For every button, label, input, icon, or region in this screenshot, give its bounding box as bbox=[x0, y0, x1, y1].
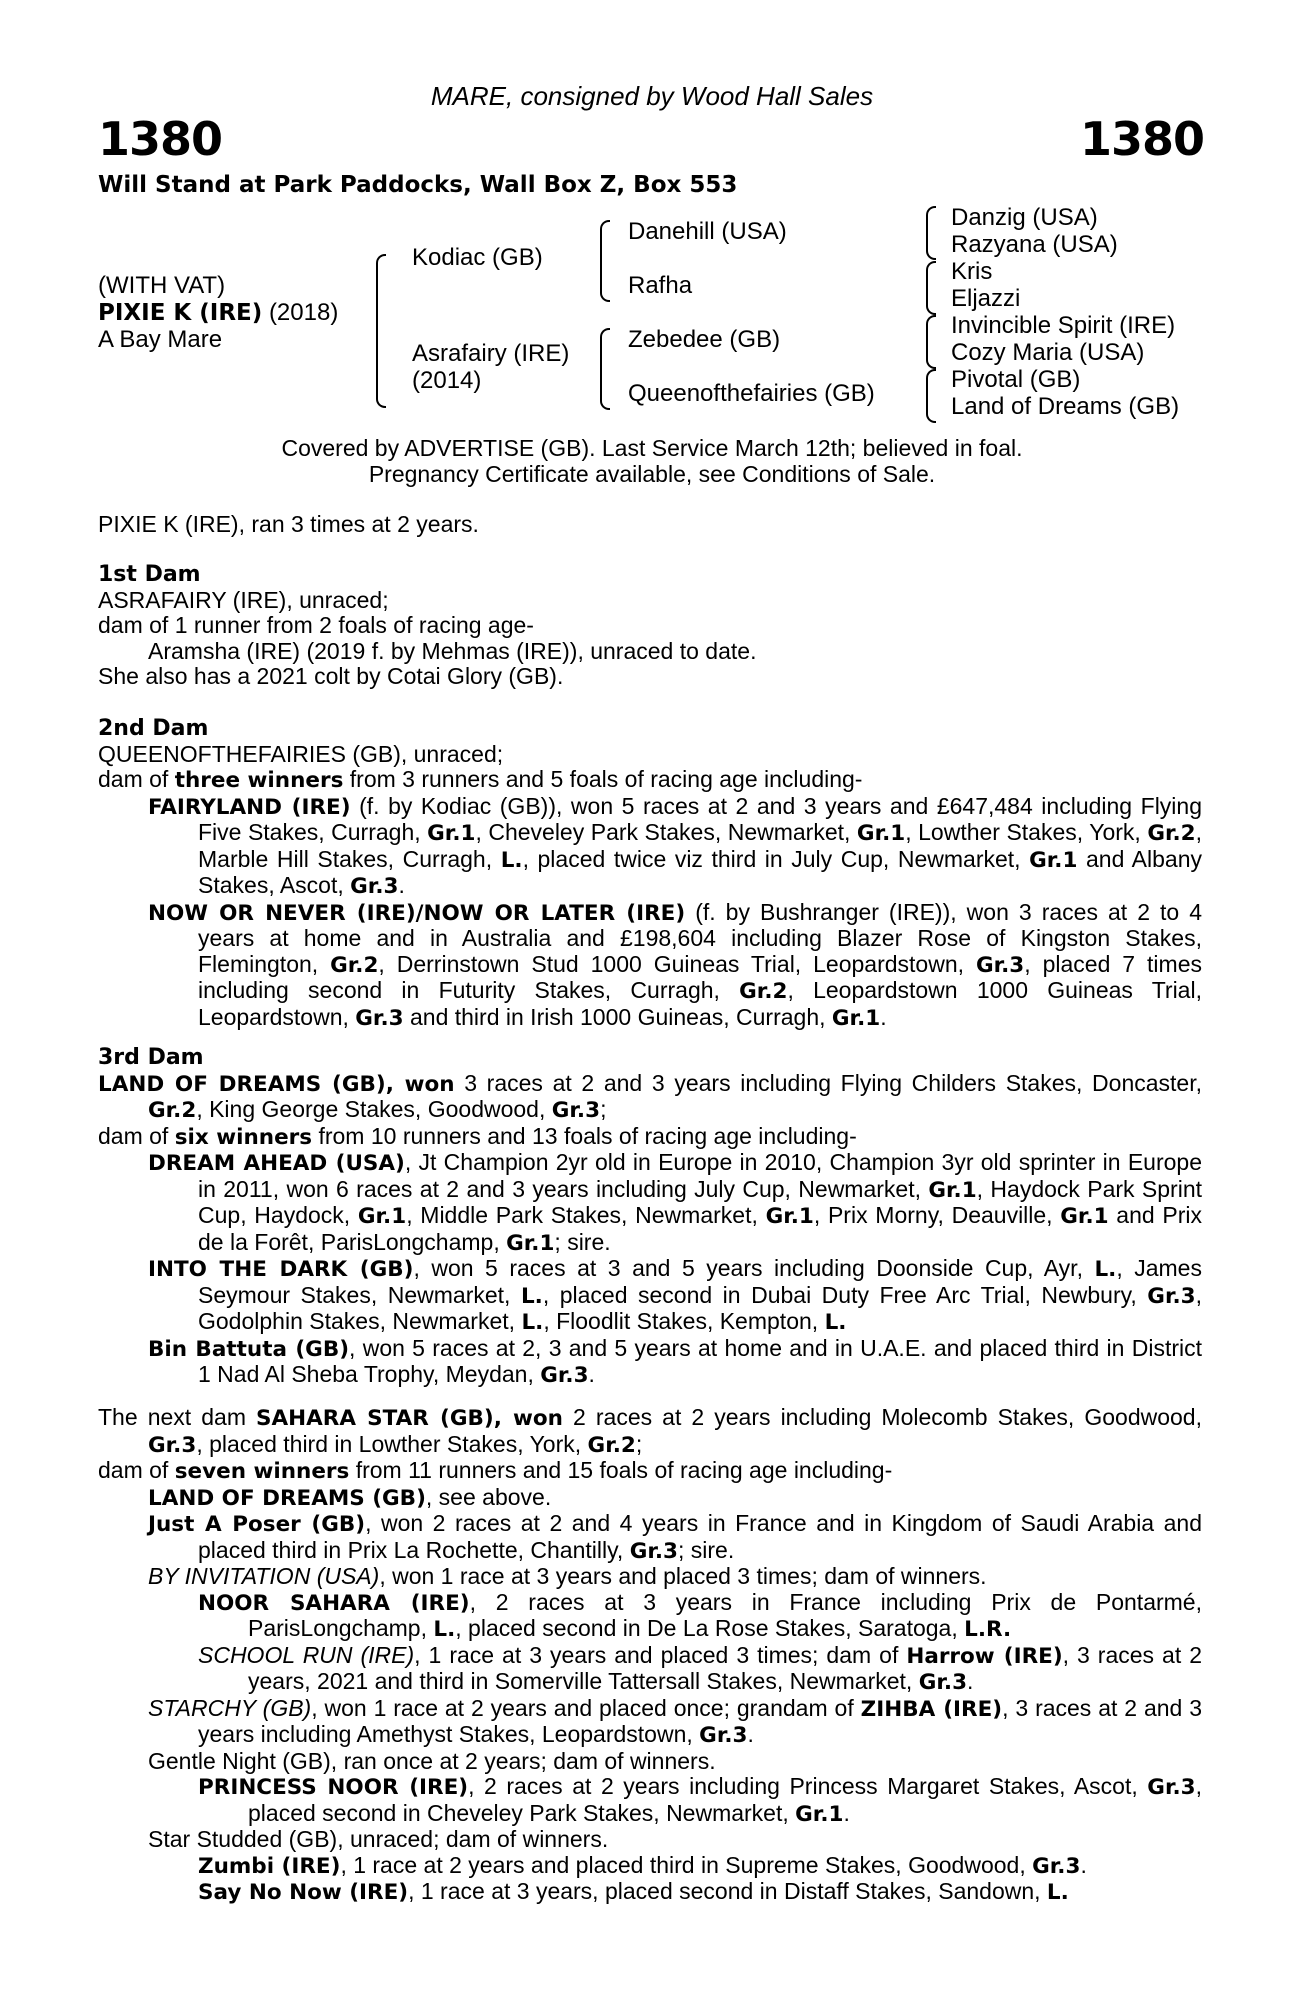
lot-number-left: 1380 bbox=[98, 112, 223, 166]
horse-name: DREAM AHEAD (USA) bbox=[148, 1151, 405, 1176]
horse-name: PRINCESS NOOR (IRE) bbox=[198, 1775, 469, 1800]
text: , Marble Hill Stakes, Curragh, bbox=[198, 819, 1203, 872]
text: ; bbox=[600, 1096, 607, 1122]
horse-description: A Bay Mare bbox=[98, 326, 223, 353]
winners-count: six winners bbox=[174, 1124, 313, 1150]
grade: Gr.1 bbox=[831, 1005, 881, 1031]
horse-name: STARCHY (GB) bbox=[148, 1694, 312, 1721]
consignment-line: MARE, consigned by Wood Hall Sales bbox=[430, 81, 874, 111]
dam-produce-line bbox=[98, 767, 1202, 794]
text: , Leopardstown 1000 Guineas Trial, Leopardstown, bbox=[198, 977, 1202, 1030]
grade: Gr.2 bbox=[330, 952, 379, 978]
grade: Gr.3 bbox=[699, 1723, 748, 1748]
grade: Gr.2 bbox=[148, 1098, 197, 1123]
grade: L.R. bbox=[964, 1617, 1012, 1642]
sire-dam: Rafha bbox=[628, 272, 693, 299]
produce-entry-dream-ahead bbox=[98, 1150, 1202, 1256]
grand-1: Danzig (USA) bbox=[951, 204, 1098, 231]
brace-g4 bbox=[926, 369, 936, 423]
text: , James Seymour Stakes, Newmarket, bbox=[198, 1255, 1202, 1308]
brace-g2 bbox=[926, 261, 936, 315]
grade: L. bbox=[433, 1617, 456, 1642]
dam-year: (2014) bbox=[412, 367, 482, 394]
horse-name: INTO THE DARK (GB) bbox=[148, 1257, 414, 1282]
produce-entry-by-invitation bbox=[98, 1564, 1202, 1590]
brace-sire-dam bbox=[376, 254, 386, 408]
text: . bbox=[398, 872, 405, 898]
horse-name-line bbox=[98, 299, 338, 327]
grade: Gr.3 bbox=[540, 1363, 589, 1388]
grade: Gr.1 bbox=[506, 1230, 555, 1256]
text: , 1 race at 3 years, placed second in Distaff Stakes, Sandown, bbox=[408, 1878, 1047, 1904]
text: , Lowther Stakes, York, bbox=[905, 819, 1148, 845]
pregnancy-line: Pregnancy Certificate available, see Conditions of Sale. bbox=[368, 461, 936, 487]
text: , 2 races at 3 years in France including Prix de Pontarmé, ParisLongchamp, bbox=[248, 1588, 1202, 1641]
text: , won 5 races at 3 and 5 years including Doonside Cup, Ayr, bbox=[413, 1255, 1095, 1281]
text: ; bbox=[635, 1430, 643, 1457]
dam: Asrafairy (IRE) bbox=[412, 340, 570, 367]
horse-name: Say No Now (IRE) bbox=[198, 1880, 409, 1905]
text: . bbox=[1080, 1851, 1087, 1878]
grade: Gr.1 bbox=[856, 821, 906, 846]
grade: L. bbox=[500, 847, 523, 873]
text: , Prix Morny, Deauville, bbox=[813, 1202, 1061, 1228]
text: . bbox=[967, 1668, 974, 1694]
produce-entry-starchy bbox=[98, 1696, 1202, 1749]
horse-name: Bin Battuta (GB) bbox=[148, 1336, 350, 1362]
text: , King George Stakes, Goodwood, bbox=[196, 1096, 552, 1122]
text: , 1 race at 2 years and placed third in Supreme Stakes, Goodwood, bbox=[340, 1851, 1033, 1878]
text: . bbox=[588, 1361, 595, 1387]
text: , Jt Champion 2yr old in Europe in 2010, Champion 3yr old sprinter in Europe in 2011, won 6 races at 2 and 3 years including July Cup, Newmarket, bbox=[198, 1149, 1202, 1202]
grade: Gr.1 bbox=[357, 1204, 407, 1229]
horse-name: FAIRYLAND (IRE) bbox=[148, 794, 351, 820]
grade: Gr.1 bbox=[795, 1801, 844, 1827]
text: , placed second in Dubai Duty Free Arc Trial, Newbury, bbox=[542, 1281, 1148, 1308]
text: , 1 race at 3 years and placed 3 times; dam of bbox=[414, 1641, 907, 1668]
grade: Gr.3 bbox=[1147, 1283, 1196, 1309]
grade: Gr.3 bbox=[1032, 1853, 1081, 1879]
brace-g1 bbox=[926, 206, 936, 260]
text: ; sire. bbox=[554, 1228, 611, 1255]
grade: Gr.1 bbox=[427, 821, 476, 846]
winners-count: seven winners bbox=[174, 1459, 350, 1484]
text: 2 races at 2 years including Molecomb Stakes, Goodwood, bbox=[562, 1404, 1202, 1430]
sire: Kodiac (GB) bbox=[412, 244, 543, 271]
text: from 3 runners and 5 foals of racing age including- bbox=[343, 766, 863, 792]
dam-line: ASRAFAIRY (IRE), unraced; bbox=[98, 586, 389, 613]
dam-produce-line bbox=[98, 1458, 1202, 1485]
produce-entry-princess-noor bbox=[98, 1774, 1202, 1827]
produce-entry-just-a-poser bbox=[98, 1511, 1202, 1564]
text: dam of bbox=[98, 766, 175, 792]
produce-note: She also has a 2021 colt by Cotai Glory (GB). bbox=[98, 663, 564, 689]
grand-7: Pivotal (GB) bbox=[951, 366, 1081, 393]
text: and third in Irish 1000 Guineas, Curragh, bbox=[403, 1003, 832, 1030]
produce-entry-now-or-never bbox=[98, 900, 1202, 1032]
text: dam of bbox=[98, 1457, 175, 1483]
text: (f. by Kodiac (GB)), won 5 races at 2 and 3 years and £647,484 including Flying Five Stakes, Curragh, bbox=[198, 792, 1202, 845]
produce-entry-land-of-dreams bbox=[98, 1485, 1202, 1512]
won-label: , won bbox=[385, 1071, 455, 1097]
text: , placed twice viz third in July Cup, Newmarket, bbox=[522, 845, 1030, 872]
grand-6: Cozy Maria (USA) bbox=[951, 339, 1145, 366]
grade: Gr.3 bbox=[1147, 1775, 1196, 1800]
next-dam-section bbox=[98, 1405, 1202, 1906]
grade: L. bbox=[1094, 1257, 1117, 1282]
horse-name: LAND OF DREAMS (GB) bbox=[98, 1071, 386, 1097]
horse-name: SAHARA STAR (GB) bbox=[256, 1406, 494, 1431]
grade: Gr.1 bbox=[1029, 847, 1078, 873]
grade: L. bbox=[824, 1310, 847, 1335]
text: , placed 7 times including second in Futurity Stakes, Curragh, bbox=[198, 950, 1202, 1003]
text: , won 5 races at 2, 3 and 5 years at home and in U.A.E. and placed third in District 1 Nad Al Sheba Trophy, Meydan, bbox=[198, 1334, 1203, 1387]
produce-entry-star-studded: Star Studded (GB), unraced; dam of winners. bbox=[148, 1826, 609, 1852]
text: , 3 races at 2 and 3 years including Amethyst Stakes, Leopardstown, bbox=[198, 1694, 1203, 1747]
brace-sire-parents bbox=[600, 220, 610, 302]
dam-sire: Zebedee (GB) bbox=[628, 326, 781, 353]
horse-name: SCHOOL RUN (IRE) bbox=[198, 1641, 415, 1668]
grade: Gr.3 bbox=[975, 952, 1025, 978]
first-dam-section bbox=[98, 562, 1202, 690]
produce-entry-school-run bbox=[98, 1643, 1202, 1696]
text: , won 1 race at 2 years and placed once; grandam of bbox=[311, 1694, 861, 1721]
text: , Haydock Park Sprint Cup, Haydock, bbox=[198, 1175, 1202, 1228]
horse-name: NOOR SAHARA (IRE) bbox=[198, 1590, 470, 1616]
produce-entry-bin-battuta bbox=[98, 1336, 1202, 1389]
grade: Gr.3 bbox=[551, 1098, 601, 1123]
intro-line: PIXIE K (IRE), ran 3 times at 2 years. bbox=[98, 511, 479, 537]
horse-name: ZIHBA (IRE) bbox=[860, 1696, 1003, 1722]
grade: Gr.3 bbox=[629, 1538, 678, 1564]
grade: Gr.2 bbox=[739, 979, 788, 1004]
horse-year: (2018) bbox=[268, 299, 339, 326]
text: , 2 races at 2 years including Princess Margaret Stakes, Ascot, bbox=[468, 1773, 1148, 1799]
grand-2: Razyana (USA) bbox=[951, 231, 1118, 258]
dam-line bbox=[98, 1071, 1202, 1124]
dam-produce-line bbox=[98, 1124, 1202, 1151]
grade: Gr.1 bbox=[765, 1204, 814, 1229]
lot-number-right: 1380 bbox=[1079, 112, 1204, 166]
produce-entry-into-the-dark bbox=[98, 1256, 1202, 1336]
text: and Albany Stakes, Ascot, bbox=[198, 845, 1202, 898]
vat-note: (WITH VAT) bbox=[98, 272, 226, 299]
text: , Floodlit Stakes, Kempton, bbox=[543, 1308, 825, 1334]
grand-3: Kris bbox=[951, 258, 993, 285]
text: ; sire. bbox=[678, 1536, 735, 1563]
grade: Gr.2 bbox=[1147, 821, 1196, 846]
grade: L. bbox=[1046, 1880, 1069, 1905]
winners-count: three winners bbox=[174, 768, 344, 793]
covered-line: Covered by ADVERTISE (GB). Last Service March 12th; believed in foal. bbox=[281, 435, 1023, 461]
third-dam-section bbox=[98, 1045, 1202, 1389]
text: , placed second in Cheveley Park Stakes, Newmarket, bbox=[248, 1773, 1202, 1826]
dam-dam: Queenofthefairies (GB) bbox=[628, 380, 875, 407]
text: , see above. bbox=[425, 1483, 552, 1510]
text: and Prix de la Forêt, ParisLongchamp, bbox=[198, 1202, 1202, 1255]
brace-dam-parents bbox=[600, 328, 610, 410]
dam-produce-line: dam of 1 runner from 2 foals of racing age- bbox=[98, 612, 534, 638]
grand-5: Invincible Spirit (IRE) bbox=[951, 312, 1176, 339]
produce-entry: Aramsha (IRE) (2019 f. by Mehmas (IRE)), unraced to date. bbox=[148, 637, 757, 664]
text: , won 2 races at 2 and 4 years in France and in Kingdom of Saudi Arabia and placed third in Prix La Rochette, Chantilly, bbox=[198, 1510, 1202, 1563]
text: , won 1 race at 3 years and placed 3 times; dam of winners. bbox=[379, 1563, 987, 1589]
text: , Cheveley Park Stakes, Newmarket, bbox=[475, 819, 857, 845]
section-heading: 3rd Dam bbox=[98, 1045, 204, 1070]
horse-name: LAND OF DREAMS (GB) bbox=[148, 1485, 426, 1511]
text: , Godolphin Stakes, Newmarket, bbox=[198, 1281, 1202, 1334]
grade: L. bbox=[521, 1310, 544, 1335]
horse-name: BY INVITATION (USA) bbox=[148, 1563, 380, 1589]
grade: Gr.2 bbox=[587, 1432, 636, 1458]
text: , placed third in Lowther Stakes, York, bbox=[196, 1430, 588, 1457]
text: , Derrinstown Stud 1000 Guineas Trial, Leopardstown, bbox=[378, 950, 976, 977]
text: dam of bbox=[98, 1122, 175, 1149]
text: , 3 races at 2 years, 2021 and third in Somerville Tattersall Stakes, Newmarket, bbox=[248, 1641, 1202, 1694]
horse-name: Just A Poser (GB) bbox=[148, 1512, 366, 1537]
horse-name: NOW OR NEVER (IRE)/NOW OR LATER (IRE) bbox=[148, 900, 686, 926]
grade: Gr.3 bbox=[355, 1005, 404, 1031]
won-label: , won bbox=[493, 1406, 563, 1431]
grade: Gr.1 bbox=[928, 1177, 977, 1203]
text: . bbox=[843, 1799, 850, 1826]
horse-name: Harrow (IRE) bbox=[906, 1643, 1063, 1669]
produce-entry-noor-sahara bbox=[98, 1590, 1202, 1643]
grade: Gr.3 bbox=[148, 1432, 197, 1458]
text: from 11 runners and 15 foals of racing age including- bbox=[349, 1457, 893, 1483]
second-dam-section bbox=[98, 716, 1202, 1031]
text: (f. by Bushranger (IRE)), won 3 races at 2 to 4 years at home and in Australia and £198,604 including Blazer Rose of Kingston Stakes, Flemington, bbox=[198, 898, 1203, 977]
text: . bbox=[747, 1721, 754, 1747]
produce-entry-gentle-night: Gentle Night (GB), ran once at 2 years; dam of winners. bbox=[148, 1747, 716, 1774]
stand-location: Will Stand at Park Paddocks, Wall Box Z, Box 553 bbox=[98, 172, 738, 198]
section-heading: 2nd Dam bbox=[98, 716, 209, 741]
horse-name: Zumbi (IRE) bbox=[198, 1853, 341, 1879]
brace-g3 bbox=[926, 315, 936, 369]
grade: Gr.3 bbox=[350, 874, 399, 899]
text: from 10 runners and 13 foals of racing age including- bbox=[312, 1122, 857, 1149]
text: 3 races at 2 and 3 years including Flying Childers Stakes, Doncaster, bbox=[454, 1069, 1202, 1096]
text: , Middle Park Stakes, Newmarket, bbox=[406, 1202, 766, 1228]
section-heading: 1st Dam bbox=[98, 562, 201, 587]
produce-entry-zumbi bbox=[98, 1853, 1202, 1880]
dam-line: QUEENOFTHEFAIRIES (GB), unraced; bbox=[98, 740, 504, 767]
horse-name: PIXIE K (IRE) bbox=[98, 300, 263, 326]
produce-entry-fairyland bbox=[98, 794, 1202, 900]
text: . bbox=[880, 1003, 887, 1030]
grand-4: Eljazzi bbox=[951, 285, 1021, 312]
grade: L. bbox=[520, 1283, 543, 1309]
sire-sire: Danehill (USA) bbox=[628, 218, 787, 245]
dam-line bbox=[98, 1405, 1202, 1458]
grade: Gr.1 bbox=[1060, 1204, 1109, 1229]
text: , placed second in De La Rose Stakes, Saratoga, bbox=[455, 1615, 965, 1641]
grand-8: Land of Dreams (GB) bbox=[951, 393, 1180, 420]
grade: Gr.3 bbox=[918, 1670, 968, 1695]
text: The next dam bbox=[98, 1404, 257, 1430]
produce-entry-say-no-now bbox=[98, 1879, 1202, 1906]
